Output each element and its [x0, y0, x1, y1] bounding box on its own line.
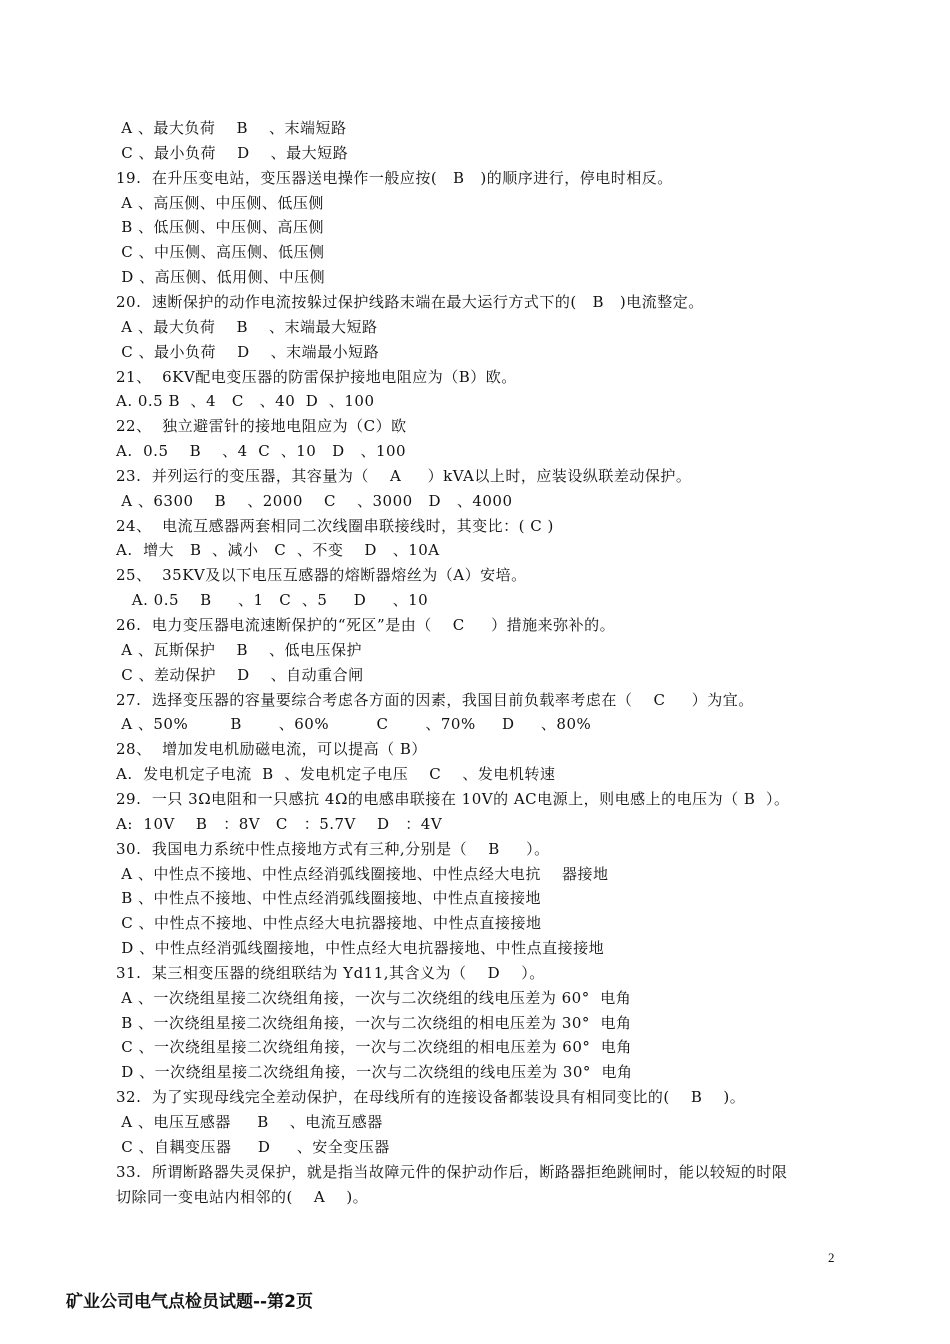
text-line: 26. 电力变压器电流速断保护的“死区”是由（ C ）措施来弥补的。 [116, 616, 616, 634]
text-line: A 、高压侧、中压侧、低压侧 [116, 193, 324, 212]
text-line: A 、6300 B 、2000 C 、3000 D 、4000 [116, 491, 513, 510]
text-line: A 、电压互感器 B 、电流互感器 [116, 1113, 383, 1131]
footer-title: 矿业公司电气点检员试题--第2页 [66, 1292, 313, 1312]
text-line: 19. 在升压变电站，变压器送电操作一般应按( B )的顺序进行，停电时相反。 [116, 168, 673, 187]
text-line: C 、差动保护 D 、自动重合闸 [116, 665, 364, 684]
text-line: B 、低压侧、中压侧、高压侧 [116, 218, 325, 237]
text-line: D 、高压侧、低用侧、中压侧 [116, 268, 326, 287]
text-line: A 、50% B 、60% C 、70% D 、80% [116, 715, 592, 734]
text-line: 24、 电流互感器两套相同二次线圈串联接线时，其变比：( C ) [116, 516, 554, 535]
text-line: A: 10V B ：8V C ：5.7V D ：4V [116, 814, 443, 833]
text-line: C 、中压侧、高压侧、低压侧 [116, 243, 325, 262]
text-line: 31. 某三相变压器的绕组联结为 Yd11,其含义为（ D ）。 [116, 963, 545, 982]
text-line: 25、 35KV及以下电压互感器的熔断器熔丝为（A）安培。 [116, 566, 527, 585]
text-line: A. 0.5 B 、4 C 、40 D 、100 [116, 392, 375, 411]
text-line: C 、最小负荷 D 、最大短路 [116, 143, 349, 162]
text-line: 29. 一只 3Ω电阻和一只感抗 4Ω的电感串联接在 10V的 AC电源上，则电感上的电压为（ B ）。 [116, 789, 790, 808]
text-line: 23. 并列运行的变压器，其容量为（ A ）kVA以上时，应装设纵联差动保护。 [116, 466, 692, 485]
text-line: 27. 选择变压器的容量要综合考虑各方面的因素，我国目前负载率考虑在（ C ）为宜。 [116, 690, 754, 709]
text-line: A. 0.5 B 、1 C 、5 D 、10 [116, 591, 429, 610]
page-number: 2 [828, 1250, 835, 1265]
text-line: 32. 为了实现母线完全差动保护，在母线所有的连接设备都装设具有相同变比的( B )。 [116, 1088, 746, 1107]
text-line: A. 发电机定子电流 B 、发电机定子电压 C 、发电机转速 [116, 765, 556, 784]
text-line: A 、中性点不接地、中性点经消弧线圈接地、中性点经大电抗 器接地 [116, 864, 609, 883]
text-line: A. 0.5 B 、4 C 、10 D 、100 [116, 442, 407, 461]
text-line: C 、中性点不接地、中性点经大电抗器接地、中性点直接接地 [116, 914, 542, 933]
text-line: A 、瓦斯保护 B 、低电压保护 [116, 640, 363, 659]
text-line: 33. 所谓断路器失灵保护，就是指当故障元件的保护动作后，断路器拒绝跳闸时，能以较短的时限 [116, 1162, 788, 1181]
text-line: 切除同一变电站内相邻的( A )。 [116, 1187, 369, 1206]
text-line: A. 增大 B 、减小 C 、不变 D 、10A [116, 541, 440, 560]
text-line: 21、 6KV配电变压器的防雷保护接地电阻应为（B）欧。 [116, 367, 517, 386]
text-line: C 、自耦变压器 D 、安全变压器 [116, 1137, 390, 1156]
text-line: A 、最大负荷 B 、末端最大短路 [116, 317, 378, 336]
text-line: C 、一次绕组星接二次绕组角接，一次与二次绕组的相电压差为 60° 电角 [116, 1038, 632, 1057]
text-line: 28、 增加发电机励磁电流，可以提高（ B） [116, 740, 427, 759]
text-line: 30. 我国电力系统中性点接地方式有三种,分别是（ B ）。 [116, 839, 550, 858]
text-line: B 、一次绕组星接二次绕组角接，一次与二次绕组的相电压差为 30° 电角 [116, 1013, 632, 1032]
text-line: D 、一次绕组星接二次绕组角接，一次与二次绕组的线电压差为 30° 电角 [116, 1063, 633, 1082]
text-line: B 、中性点不接地、中性点经消弧线圈接地、中性点直接接地 [116, 889, 542, 908]
text-line: 22、 独立避雷针的接地电阻应为（C）欧 [116, 417, 407, 436]
text-line: A 、一次绕组星接二次绕组角接，一次与二次绕组的线电压差为 60° 电角 [116, 988, 632, 1007]
text-line: C 、最小负荷 D 、末端最小短路 [116, 342, 380, 361]
text-line: A 、最大负荷 B 、末端短路 [116, 119, 347, 137]
text-line: 20. 速断保护的动作电流按躲过保护线路末端在最大运行方式下的( B )电流整定。 [116, 292, 704, 311]
text-line: D 、中性点经消弧线圈接地，中性点经大电抗器接地、中性点直接接地 [116, 939, 605, 958]
